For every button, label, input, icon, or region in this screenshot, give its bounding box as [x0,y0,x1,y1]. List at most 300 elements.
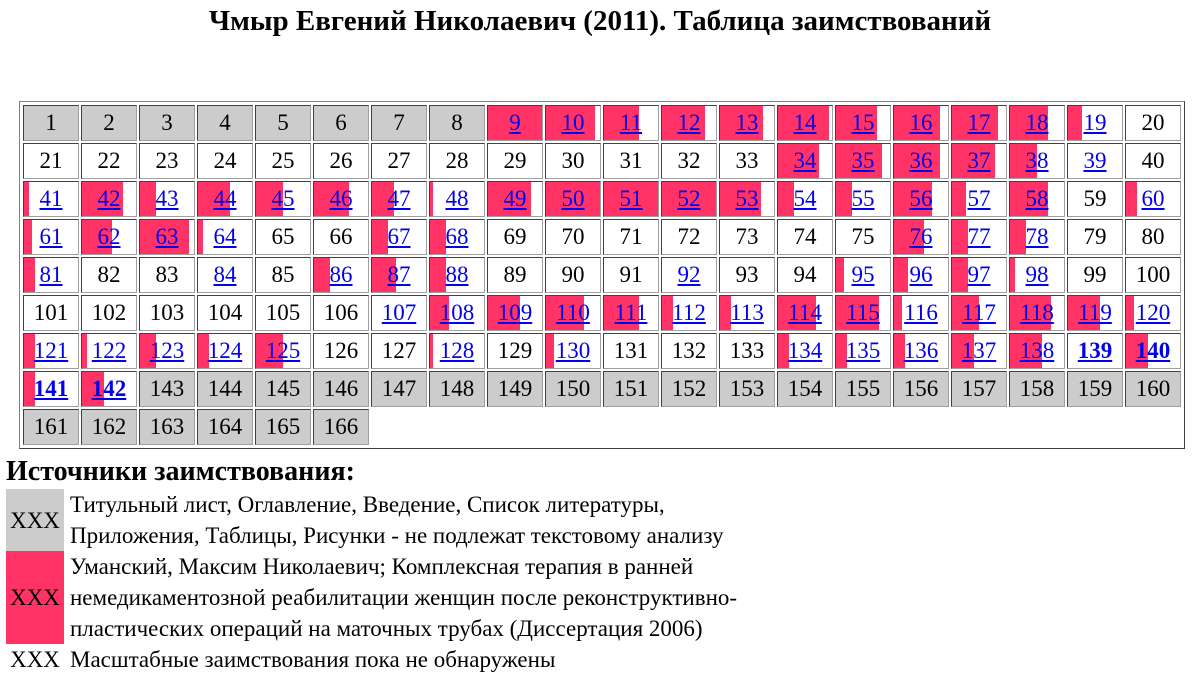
page-cell [719,333,775,369]
page-cell [893,219,949,255]
page-cell [661,143,717,179]
page-cell [545,295,601,331]
page-cell [661,333,717,369]
page-link[interactable]: 109 [497,300,533,325]
page-link[interactable]: 134 [787,338,823,363]
page-cell [313,181,369,217]
page-cell [603,143,659,179]
page-cell [1125,143,1181,179]
page-link[interactable]: 114 [788,300,822,325]
page-number: 25 [271,148,295,173]
page-link[interactable]: 61 [39,224,63,249]
page-cell [777,371,833,407]
legend-swatch-none: XXX [10,647,60,672]
page-cell [661,371,717,407]
borrowing-bar [778,182,794,216]
legend-text-source: Уманский, Максим Николаевич; Комплексная терапия в ранней немедикаментозной реабилитации женщин после реконструктивно- пластических операций на маточных трубах (Диссертация 2006) [70,554,738,641]
page-number: 69 [503,224,527,249]
page-link[interactable]: 125 [265,338,301,363]
page-number: 89 [503,262,527,287]
page-cell [429,333,485,369]
page-link[interactable]: 97 [967,262,991,287]
page-cell [1009,219,1065,255]
page-link[interactable]: 95 [851,262,875,287]
table-row [23,295,1181,331]
page-link[interactable]: 19 [1083,110,1107,135]
page-cell [429,143,485,179]
page-cell [951,219,1007,255]
page-link[interactable]: 87 [387,262,411,287]
page-number: 99 [1083,262,1107,287]
page-cell [313,143,369,179]
borrowing-bar [372,220,388,254]
page-link[interactable]: 9 [509,110,521,135]
page-cell [1125,371,1181,407]
borrowing-bar [24,182,29,216]
page-cell [545,219,601,255]
page-number: 156 [903,376,939,401]
page-cell [23,295,79,331]
page-cell [371,219,427,255]
page-cell [893,143,949,179]
page-number: 163 [149,414,185,439]
page-link[interactable]: 138 [1019,338,1055,363]
page-number: 82 [97,262,121,287]
page-number: 94 [793,262,817,287]
page-link[interactable]: 78 [1025,224,1049,249]
page-link[interactable]: 35 [851,148,875,173]
empty-cell [429,409,485,445]
page-link[interactable]: 137 [961,338,997,363]
borrowing-bar [1010,258,1015,292]
page-number: 151 [613,376,649,401]
page-number: 149 [497,376,533,401]
borrowing-bar [1126,182,1137,216]
page-cell [429,295,485,331]
page-number: 161 [33,414,69,439]
page-link[interactable]: 117 [962,300,996,325]
page-number: 105 [265,300,301,325]
page-link[interactable]: 81 [39,262,63,287]
page-link[interactable]: 16 [909,110,933,135]
page-link[interactable]: 112 [672,300,706,325]
table-row [23,219,1181,255]
empty-cell [487,409,543,445]
page-cell [893,257,949,293]
page-cell [835,295,891,331]
page-cell [1125,105,1181,141]
page-link[interactable]: 128 [439,338,475,363]
page-link[interactable]: 39 [1083,148,1107,173]
page-cell [371,105,427,141]
borrowing-bar [24,220,32,254]
page-cell [1067,143,1123,179]
page-cell [545,333,601,369]
page-cell [893,333,949,369]
page-cell [429,257,485,293]
borrowing-bar [952,182,966,216]
page-cell [1067,181,1123,217]
page-cell [23,333,79,369]
page-cell [719,219,775,255]
page-link[interactable]: 63 [155,224,179,249]
page-link[interactable]: 48 [445,186,469,211]
page-number: 5 [277,110,289,135]
page-cell [835,219,891,255]
page-link[interactable]: 51 [619,186,643,211]
legend-row-source [6,551,737,644]
page-cell [313,333,369,369]
page-number: 152 [671,376,707,401]
page-link[interactable]: 44 [213,186,237,211]
page-link[interactable]: 50 [561,186,585,211]
page-title: Чмыр Евгений Николаевич (2011). Таблица заимствований [208,5,992,37]
page-cell [603,105,659,141]
page-link[interactable]: 53 [735,186,759,211]
page-cell [313,409,369,445]
page-link[interactable]: 121 [33,338,69,363]
page-link[interactable]: 64 [213,224,237,249]
page-cell [81,295,137,331]
page-link[interactable]: 58 [1025,186,1049,211]
page-number: 101 [33,300,69,325]
page-link[interactable]: 47 [387,186,411,211]
page-link[interactable]: 36 [909,148,933,173]
page-link[interactable]: 12 [677,110,701,135]
page-cell [487,257,543,293]
page-link[interactable]: 140 [1135,338,1171,363]
page-number: 83 [155,262,179,287]
page-cell [719,181,775,217]
page-number: 147 [381,376,417,401]
empty-cell [951,409,1007,445]
page-cell [313,257,369,293]
page-cell [23,409,79,445]
page-number: 132 [671,338,707,363]
page-number: 75 [851,224,875,249]
page-cell [23,105,79,141]
page-link[interactable]: 43 [155,186,179,211]
page-link[interactable]: 123 [149,338,185,363]
page-cell [719,371,775,407]
page-cell [603,295,659,331]
page-cell [255,257,311,293]
page-cell [371,295,427,331]
borrowing-bar [430,258,446,292]
borrowing-bar [82,334,87,368]
page-link[interactable]: 113 [730,300,764,325]
page-cell [661,181,717,217]
page-link[interactable]: 41 [39,186,63,211]
page-cell [197,371,253,407]
page-number: 133 [729,338,765,363]
page-number: 165 [265,414,301,439]
page-cell [139,219,195,255]
legend-text-excluded: Титульный лист, Оглавление, Введение, Список литературы, Приложения, Таблицы, Рисунки - не подлежат текстовому анализу [70,492,724,548]
page-cell [487,333,543,369]
page-link[interactable]: 54 [793,186,817,211]
page-link[interactable]: 118 [1020,300,1054,325]
page-cell [1009,371,1065,407]
page-number: 100 [1135,262,1171,287]
page-cell [661,105,717,141]
page-cell [255,371,311,407]
page-cell [139,257,195,293]
page-cell [661,257,717,293]
page-cell [545,257,601,293]
page-cell [139,371,195,407]
legend [6,489,737,675]
page-cell [951,181,1007,217]
page-cell [777,295,833,331]
page-cell [719,295,775,331]
page-number: 90 [561,262,585,287]
page-cell [603,219,659,255]
page-cell [1125,219,1181,255]
page-link[interactable]: 108 [439,300,475,325]
page-cell [313,295,369,331]
page-cell [139,143,195,179]
page-cell [719,105,775,141]
page-link[interactable]: 120 [1135,300,1171,325]
page-cell [197,257,253,293]
page-cell [81,219,137,255]
page-number: 26 [329,148,353,173]
page-link[interactable]: 18 [1025,110,1049,135]
page-cell [81,143,137,179]
legend-row-none [6,644,737,675]
borrowing-bar [1010,220,1026,254]
page-link[interactable]: 115 [846,300,880,325]
page-number: 31 [619,148,643,173]
borrowing-bar [546,334,554,368]
page-number: 27 [387,148,411,173]
page-cell [255,409,311,445]
page-link[interactable]: 92 [677,262,701,287]
page-cell [777,181,833,217]
page-link[interactable]: 56 [909,186,933,211]
page-link[interactable]: 124 [207,338,243,363]
page-number: 73 [735,224,759,249]
page-link[interactable]: 119 [1078,300,1112,325]
page-cell [139,333,195,369]
page-link[interactable]: 46 [329,186,353,211]
page-link[interactable]: 38 [1025,148,1049,173]
page-cell [835,181,891,217]
page-link[interactable]: 86 [329,262,353,287]
page-number: 72 [677,224,701,249]
legend-row-excluded [6,489,737,551]
page-link[interactable]: 37 [967,148,991,173]
page-number: 33 [735,148,759,173]
page-link[interactable]: 15 [851,110,875,135]
page-cell [197,219,253,255]
borrowing-table [19,101,1185,449]
page-number: 6 [335,110,347,135]
page-cell [777,219,833,255]
page-link[interactable]: 110 [556,300,590,325]
page-cell [1067,219,1123,255]
page-cell [1067,371,1123,407]
page-cell [1009,143,1065,179]
page-link[interactable]: 96 [909,262,933,287]
page-link[interactable]: 130 [555,338,591,363]
page-cell [835,257,891,293]
page-number: 32 [677,148,701,173]
page-link[interactable]: 135 [845,338,881,363]
page-link[interactable]: 76 [909,224,933,249]
page-number: 154 [787,376,823,401]
page-number: 131 [613,338,649,363]
page-cell [23,219,79,255]
page-cell [23,143,79,179]
page-number: 127 [381,338,417,363]
page-cell [255,105,311,141]
borrowing-bar [836,182,852,216]
page-number: 85 [271,262,295,287]
empty-cell [893,409,949,445]
page-link[interactable]: 136 [903,338,939,363]
page-cell [81,409,137,445]
page-link[interactable]: 98 [1025,262,1049,287]
page-link[interactable]: 139 [1077,338,1113,363]
page-cell [603,257,659,293]
page-link[interactable]: 122 [91,338,127,363]
page-number: 129 [497,338,533,363]
page-link[interactable]: 141 [33,376,69,401]
borrowing-bar [24,258,35,292]
page-link[interactable]: 14 [793,110,817,135]
borrowing-bar [430,334,433,368]
page-cell [429,181,485,217]
page-cell [893,371,949,407]
table-row [23,181,1181,217]
borrowing-bar [952,220,968,254]
page-number: 20 [1141,110,1165,135]
page-cell [1009,295,1065,331]
page-link[interactable]: 116 [904,300,938,325]
page-number: 4 [219,110,231,135]
page-number: 164 [207,414,243,439]
page-cell [1125,295,1181,331]
sources-heading: Источники заимствования: [6,456,355,487]
page-number: 143 [149,376,185,401]
page-cell [951,257,1007,293]
page-number: 74 [793,224,817,249]
page-cell [197,409,253,445]
page-cell [835,371,891,407]
page-number: 160 [1135,376,1171,401]
page-number: 59 [1083,186,1107,211]
page-number: 66 [329,224,353,249]
table-row [23,333,1181,369]
page-cell [1067,105,1123,141]
page-number: 2 [103,110,115,135]
page-link[interactable]: 77 [967,224,991,249]
page-link[interactable]: 68 [445,224,469,249]
page-link[interactable]: 42 [97,186,121,211]
page-link[interactable]: 49 [503,186,527,211]
page-cell [487,181,543,217]
empty-cell [835,409,891,445]
page-cell [139,409,195,445]
page-number: 150 [555,376,591,401]
page-link[interactable]: 142 [91,376,127,401]
page-cell [1067,333,1123,369]
page-number: 155 [845,376,881,401]
page-number: 144 [207,376,243,401]
page-number: 40 [1141,148,1165,173]
page-number: 159 [1077,376,1113,401]
page-number: 30 [561,148,585,173]
legend-swatch-pink: XXX [6,551,64,644]
page-cell [951,295,1007,331]
page-cell [255,295,311,331]
page-link[interactable]: 107 [381,300,417,325]
page-link[interactable]: 11 [619,110,643,135]
page-cell [429,219,485,255]
page-cell [429,105,485,141]
page-link[interactable]: 88 [445,262,469,287]
page-number: 148 [439,376,475,401]
page-cell [23,257,79,293]
page-cell [81,333,137,369]
borrowing-bar [314,258,330,292]
page-link[interactable]: 17 [967,110,991,135]
page-link[interactable]: 57 [967,186,991,211]
borrowing-bar [894,258,908,292]
page-cell [139,181,195,217]
empty-cell [661,409,717,445]
page-cell [893,295,949,331]
page-cell [1009,181,1065,217]
page-cell [81,105,137,141]
page-cell [719,257,775,293]
page-link[interactable]: 34 [793,148,817,173]
page-link[interactable]: 55 [851,186,875,211]
page-link[interactable]: 45 [271,186,295,211]
borrowing-bar [1126,296,1134,330]
page-cell [777,105,833,141]
page-cell [197,333,253,369]
page-number: 23 [155,148,179,173]
page-number: 158 [1019,376,1055,401]
page-link[interactable]: 111 [614,300,648,325]
page-link[interactable]: 10 [561,110,585,135]
page-cell [197,295,253,331]
page-link[interactable]: 13 [735,110,759,135]
page-cell [487,143,543,179]
page-cell [661,295,717,331]
page-link[interactable]: 67 [387,224,411,249]
table-row [23,105,1181,141]
page-cell [893,181,949,217]
table-row [23,143,1181,179]
page-cell [255,219,311,255]
page-link[interactable]: 60 [1141,186,1165,211]
page-link[interactable]: 84 [213,262,237,287]
page-cell [255,333,311,369]
page-link[interactable]: 52 [677,186,701,211]
page-number: 166 [323,414,359,439]
page-link[interactable]: 62 [97,224,121,249]
page-cell [835,143,891,179]
page-cell [545,105,601,141]
empty-cell [603,409,659,445]
page-number: 103 [149,300,185,325]
page-number: 106 [323,300,359,325]
page-number: 146 [323,376,359,401]
